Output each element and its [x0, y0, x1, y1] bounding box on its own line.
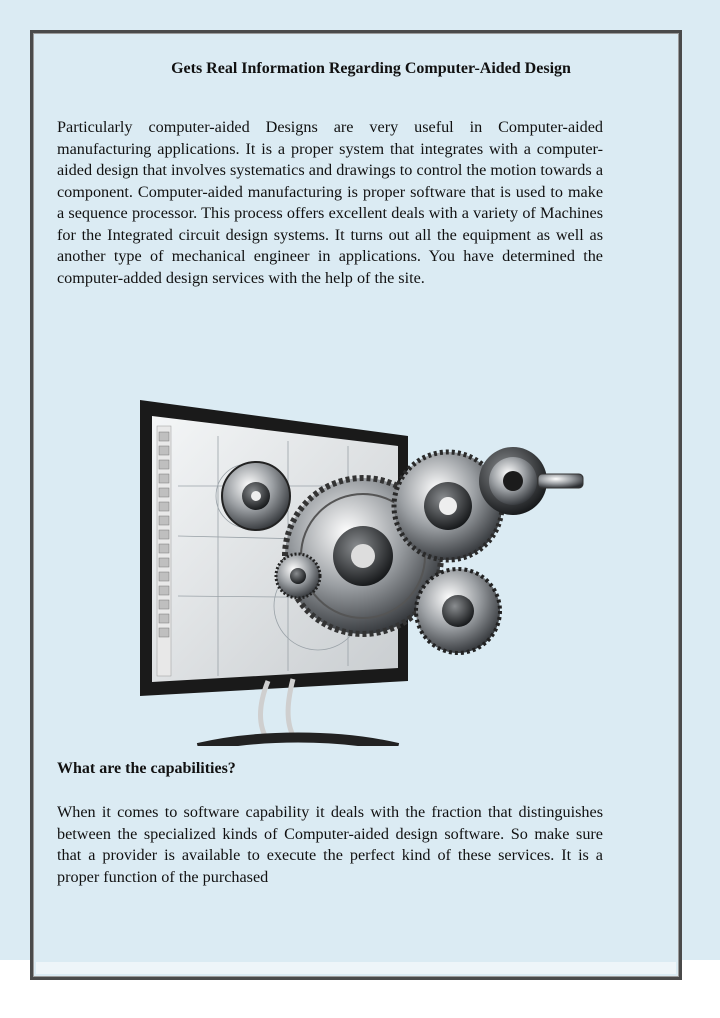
cad-monitor-gears-illustration [108, 366, 598, 746]
intro-paragraph: Particularly computer-aided Designs are very useful in Computer-aided manufacturing applications. It is a proper system that integrates with a computer-aided design that involves systematics and drawings to control the motion towards a component. Computer-aided manufacturing is proper software that is used to make a sequence processor. This process offers excellent deals with a variety of Machines for the Integrated circuit design systems. It turns out all the equipment as well as another type of mechanical engineer in applications. You have determined the computer-added design services with the help of the site. [57, 118, 603, 287]
document-title: Gets Real Information Regarding Computer-Aided Design [171, 60, 571, 77]
section-heading: What are the capabilities? [57, 760, 236, 777]
monitor-stand [261, 679, 297, 741]
frame-footer-strip [36, 962, 676, 974]
capabilities-paragraph: When it comes to software capability it deals with the fraction that distinguishes between the specialized kinds of Computer-aided design software. So make sure that a provider is available to execute the perfect kind of these services. It is a proper function of the purchased [57, 803, 603, 886]
